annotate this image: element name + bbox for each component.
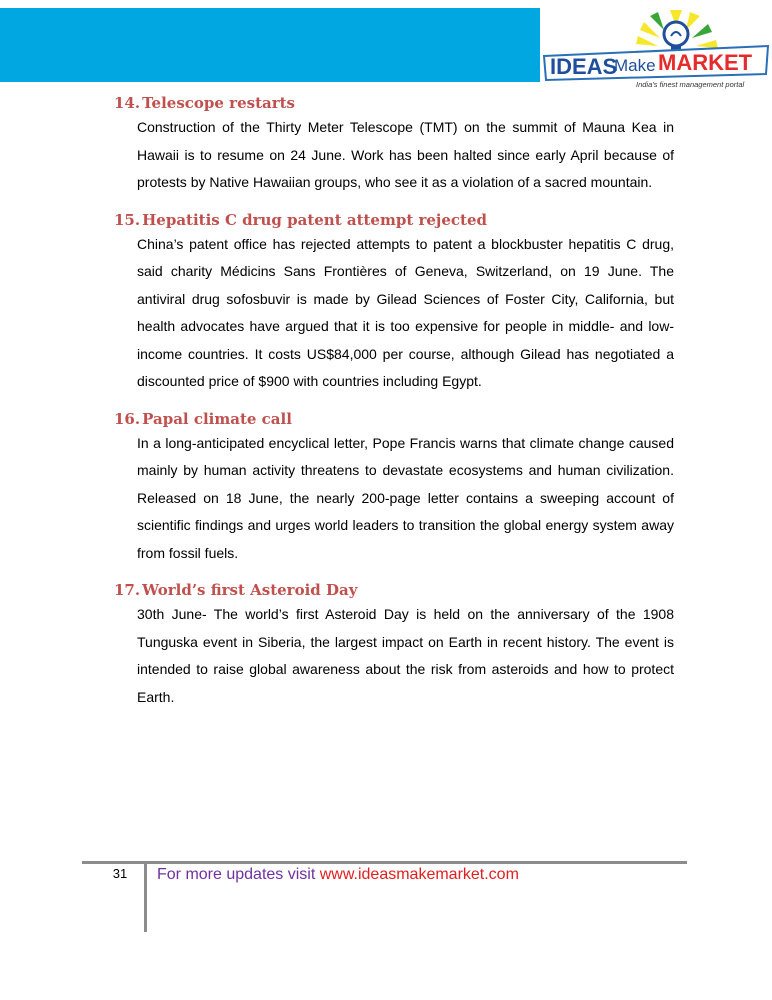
footer-text <box>157 866 519 884</box>
footer-divider <box>82 861 687 864</box>
light-bulb-icon <box>664 22 688 50</box>
news-item <box>114 408 674 568</box>
page-number: 31 <box>112 866 128 881</box>
news-item-body: In a long-anticipated encyclical letter, Pope Francis warns that climate change caused mainly by human activity threatens to devastate ecosystems and human civilization. Released on 18 June, the nearly 200-page letter contains a sweeping account of scientific findings and urges world leaders to transition the global energy system away from fossil fuels. <box>137 434 674 561</box>
footer-url-link[interactable]: www.ideasmakemarket.com <box>319 866 519 883</box>
news-item-title: 16. Papal climate call <box>114 409 292 428</box>
logo-tagline: India's finest management portal <box>636 80 745 89</box>
news-item-body: 30th June- The world’s first Asteroid Day is held on the anniversary of the 1908 Tunguska event in Siberia, the largest impact on Earth in recent history. The event is intended to raise global awareness about the risk from asteroids and how to protect Earth. <box>137 606 674 705</box>
logo-word-market: MARKET <box>658 50 753 75</box>
logo-word-ideas: IDEAS <box>550 54 618 79</box>
news-item-body: Construction of the Thirty Meter Telescope (TMT) on the summit of Mauna Kea in Hawaii is to resume on 24 June. Work has been halted since early April because of protests by Native Hawaiian groups, who see it as a violation of a sacred mountain. <box>137 119 674 190</box>
news-item-title: 15. Hepatitis C drug patent attempt rejected <box>114 210 487 229</box>
news-list <box>114 92 674 723</box>
news-item <box>114 579 674 711</box>
news-item-body: China’s patent office has rejected attempts to patent a blockbuster hepatitis C drug, said charity Médicins Sans Frontières of Geneva, Switzerland, on 19 June. The antiviral drug sofosbuvir is made by Gilead Sciences of Foster City, California, but health advocates have argued that it is too expensive for people in middle- and low-income countries. It costs US$84,000 per course, although Gilead has negotiated a discounted price of $900 with countries including Egypt. <box>137 235 674 389</box>
news-item <box>114 92 674 197</box>
news-item-title: 17. World’s first Asteroid Day <box>114 581 358 599</box>
header-bar <box>0 8 540 82</box>
news-item <box>114 209 674 396</box>
footer-label: For more updates visit <box>157 866 320 883</box>
logo-word-make: Make <box>614 56 656 75</box>
ideas-make-market-logo <box>540 8 772 90</box>
news-item-title: 14. Telescope restarts <box>114 94 295 112</box>
footer-vertical-divider <box>144 862 147 932</box>
